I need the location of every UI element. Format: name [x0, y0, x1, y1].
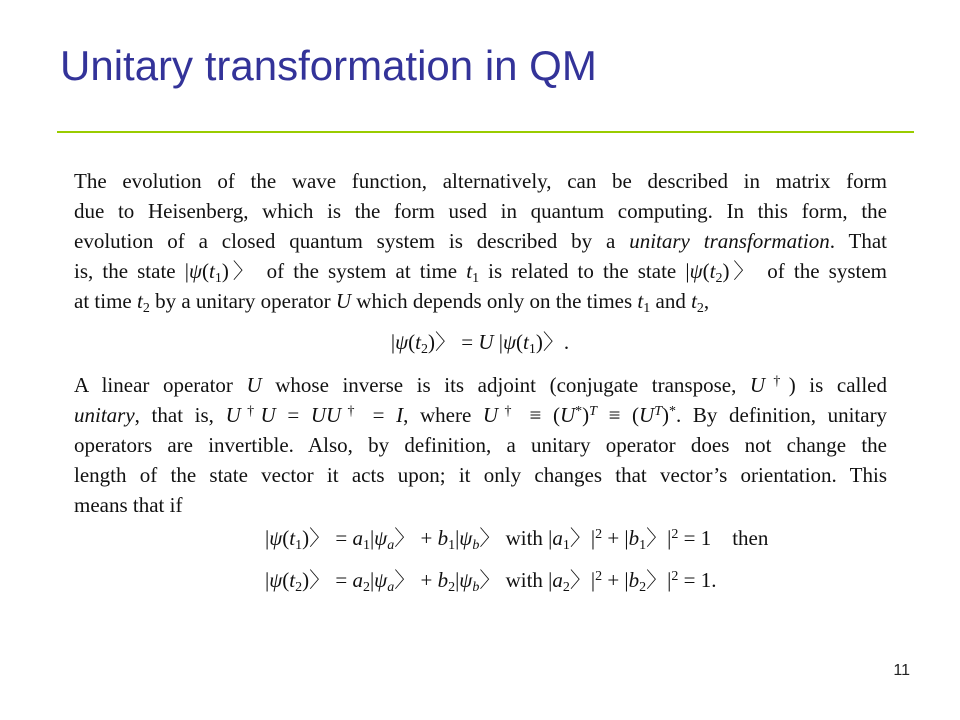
- paragraph-1: [74, 166, 887, 316]
- paragraph-2-line-2: unitary, that is, U†U = UU† = I, where $U^\dagger \equiv (U^*)^T \equiv (U^T)^*$. By definition, unitary: [74, 403, 888, 427]
- paragraph-1-line-3: evolution of a closed quantum system is described by a unitary transformation. That: [74, 229, 887, 253]
- paragraph-1-line-5: at time $t_2$ by a unitary operator U which depends only on the times $t_1$ and $t_2$,: [74, 289, 710, 316]
- paragraph-2-line-3: operators are invertible. Also, by definition, a unitary operator does not change the: [74, 433, 887, 457]
- paragraph-1-line-2: due to Heisenberg, which is the form used in quantum computing. In this form, the: [74, 199, 887, 223]
- paragraph-2-line-5: means that if: [74, 493, 183, 517]
- paragraph-1-line-4: is, the state $|\psi(t_1)$〉 of the system at time $t_1$ is related to the state $|\psi(t_2)$〉 of the system: [74, 259, 887, 286]
- title-underline: [57, 131, 914, 133]
- paragraph-2: [74, 370, 887, 520]
- slide-title: Unitary transformation in QM: [60, 42, 597, 89]
- page-number: 11: [893, 662, 910, 679]
- equation-2: $|\psi(t_1)$〉 = $a_1|\psi_a$〉 + $b_1|\psi_b$〉 with $|a_1$〉$|^2 + |b_1$〉$|^2 = 1$ then: [265, 526, 769, 553]
- equation-1: $|\psi(t_2)$〉 = U $|\psi(t_1)$〉.: [390, 330, 570, 357]
- paragraph-2-line-4: length of the state vector it acts upon; it only changes that vector’s orientation. This: [74, 463, 887, 487]
- equation-3: $|\psi(t_2)$〉 = $a_2|\psi_a$〉 + $b_2|\psi_b$〉 with $|a_2$〉$|^2 + |b_2$〉$|^2 = 1$.: [265, 568, 717, 595]
- paragraph-1-line-1: The evolution of the wave function, alternatively, can be described in matrix form: [74, 169, 887, 193]
- paragraph-2-line-1: A linear operator U whose inverse is its adjoint (conjugate transpose, U†) is called: [74, 373, 888, 397]
